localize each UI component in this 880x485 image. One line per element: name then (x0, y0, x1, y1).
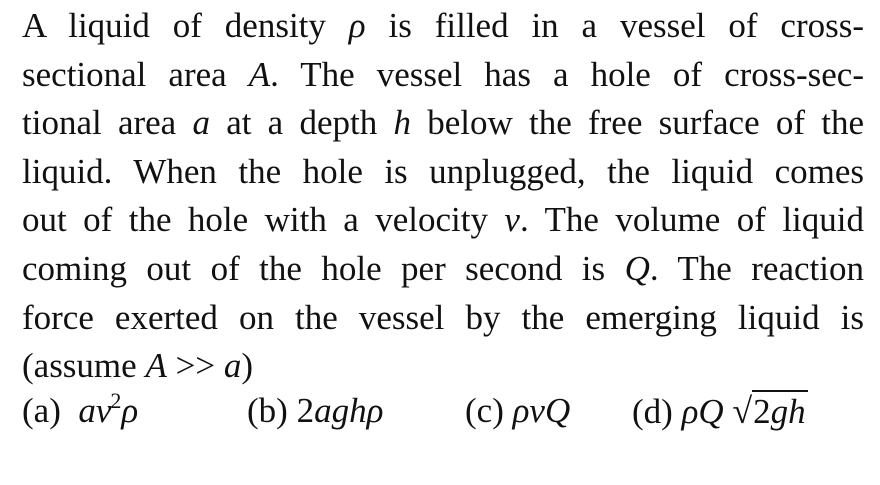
option-expression: gh (770, 392, 806, 431)
option-radicand (752, 390, 808, 431)
text-run: sectional area (22, 54, 249, 94)
text-run: . The reaction (649, 248, 864, 288)
text-run: liquid. When the hole is unplugged, the liquid comes (22, 151, 864, 191)
math-symbol: ρ (348, 6, 366, 45)
text-run: force exerted on the vessel by the emerging liquid is (22, 297, 864, 337)
option-expression: ρQ (681, 392, 724, 431)
question-line (22, 342, 864, 391)
text-run: below the free surface of the (410, 103, 865, 143)
option-b[interactable] (247, 387, 383, 435)
math-symbol: a (223, 346, 242, 386)
option-coefficient: 2 (296, 391, 315, 430)
math-symbol: Q (624, 248, 650, 288)
option-d[interactable] (632, 387, 808, 436)
option-label: (a) (22, 391, 61, 430)
question-line (22, 148, 864, 197)
math-symbol: a (192, 103, 210, 143)
text-run: >> (166, 346, 224, 386)
question-line (22, 99, 864, 148)
option-expression: ρ (121, 391, 139, 430)
question-line (22, 2, 864, 51)
text-run: . The volume of liquid (519, 200, 864, 240)
square-root-icon: √ (732, 391, 753, 431)
answer-options (22, 387, 864, 435)
text-run: (assume (22, 346, 146, 386)
text-run: A liquid of density (22, 6, 349, 45)
option-expression: av (78, 391, 112, 430)
math-symbol: h (393, 103, 411, 143)
text-run: is filled in a vessel of cross- (365, 6, 864, 45)
math-symbol: A (248, 54, 271, 94)
math-symbol: A (145, 346, 167, 386)
text-run: out of the hole with a velocity (22, 200, 505, 240)
text-run: at a depth (209, 103, 394, 143)
option-expression: ρvQ (512, 391, 571, 430)
text-run: . The vessel has a hole of cross-sec- (270, 54, 864, 94)
text-run: coming out of the hole per second is (22, 248, 625, 288)
text-run: ) (241, 346, 253, 386)
question-line (22, 196, 864, 245)
question-line (22, 245, 864, 294)
option-c[interactable] (465, 387, 570, 435)
question-text (22, 2, 864, 391)
text-run: tional area (22, 103, 193, 143)
question-line (22, 294, 864, 343)
option-label: (c) (465, 391, 504, 430)
option-a[interactable] (22, 387, 138, 439)
question-line (22, 51, 864, 100)
math-symbol: v (504, 200, 520, 240)
option-exponent: 2 (110, 388, 122, 413)
option-expression: aghρ (314, 391, 384, 430)
option-label: (b) (247, 391, 288, 430)
option-label: (d) (632, 392, 673, 431)
option-coefficient: 2 (753, 392, 771, 431)
